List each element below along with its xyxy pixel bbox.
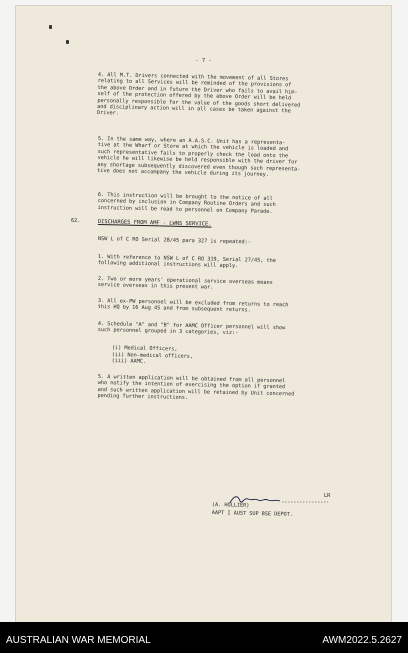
category-list bbox=[112, 345, 194, 367]
signature-block bbox=[212, 502, 294, 519]
category-item: (i) Medical Officers, bbox=[111, 345, 178, 353]
section-item-1: 1. With reference to NSW L of C RO 319, Serial 27/45, the following additional instructions will apply. bbox=[97, 254, 276, 270]
category-item: (ii) Non-medical officers, bbox=[111, 351, 194, 360]
document-page bbox=[16, 6, 391, 622]
paragraph-6: 6. This instruction will be brought to the notice of all concerned by inclusion in Company Routine Orders and such instruction will be read to personnel on Company Parade. bbox=[97, 192, 276, 215]
section-item-4: 4. Schedule "A" and "B" for AAMC Officer personnel will show such personnel grouped in 3 categories, viz:- bbox=[97, 321, 286, 337]
signature-suffix: LR bbox=[324, 493, 331, 499]
punch-hole bbox=[66, 40, 69, 44]
category-item: (iii) AAMC. bbox=[111, 358, 147, 365]
footer-bar bbox=[0, 622, 408, 653]
page-number: - 7 - bbox=[195, 58, 212, 64]
section-number: 62. bbox=[71, 218, 81, 224]
footer-source: AUSTRALIAN WAR MEMORIAL bbox=[6, 635, 151, 646]
section-heading: DISCHARGES FROM AMF - LWNS SERVICE. bbox=[97, 219, 212, 228]
paragraph-5: 5. In the same way, where an A.A.S.C. Unit has a representa- tive at the Wharf or Store at which the vehicle is loaded and such representative fails to properly check the load onto the vehicle he will likewise be held responsible with the driver for any shortage subsequently discovered even though such representa- tive does not accompany the vehicle during its journey. bbox=[97, 136, 301, 178]
footer-accession: AWM2022.5.2627 bbox=[322, 635, 402, 646]
section-item-3: 3. All ex-PW personnel will be excluded from returns to reach this HQ by 16 Aug 45 and from subsequent returns. bbox=[97, 298, 289, 314]
signatory-title: AAPT I AUST SUP BSE DEPOT. bbox=[211, 509, 294, 518]
section-item-5: 5. A written application will be obtained from all personnel who notify the intention of exercising the option if granted and such written application will be retained by Unit concerned pending further instructions. bbox=[97, 374, 295, 402]
signatory-name: (A. HOLLIER) bbox=[211, 502, 250, 509]
paragraph-4: 4. All M.T. Drivers connected with the movement of all Stores relating to all Services will be reminded of the provisions of the above Order and in future the Driver who fails to avail him- self of the protection offered by the above Order will be held personally responsible for the value of the goods short delivered and disciplinary action will in all cases be taken against the Driver. bbox=[96, 72, 301, 117]
punch-hole bbox=[49, 25, 52, 29]
section-intro: NSW L of C RO Serial 28/45 para 327 is repeated:- bbox=[97, 236, 252, 246]
section-item-2: 2. Two or more years' operational service overseas means service overseas in this present war. bbox=[97, 276, 273, 292]
